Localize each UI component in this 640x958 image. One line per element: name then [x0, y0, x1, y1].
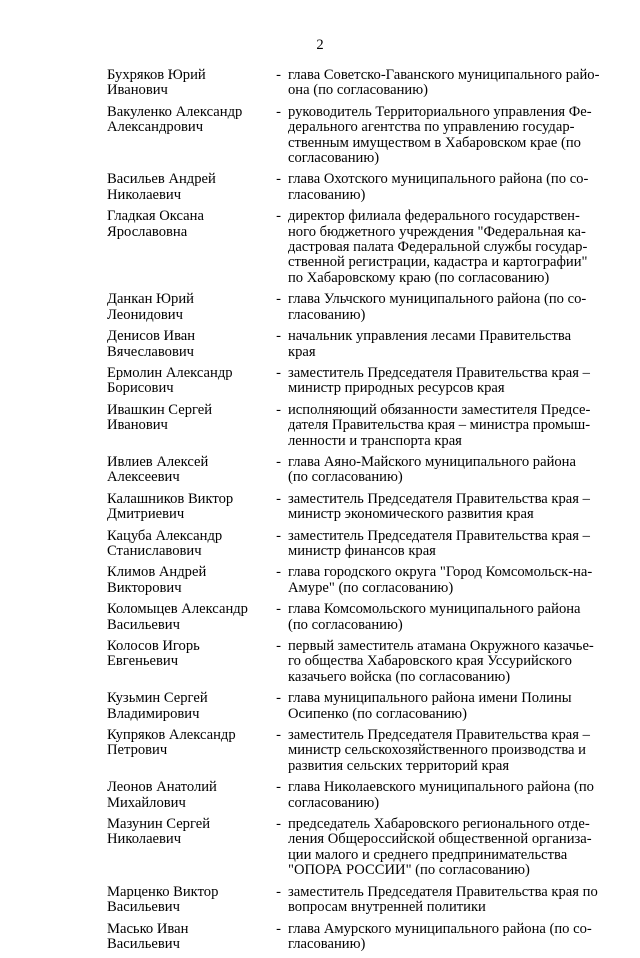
member-dash: -	[276, 103, 281, 120]
member-role: заместитель Председателя Правительства края – министр сельскохозяйственного производства и развития сельских территорий края	[288, 727, 590, 774]
member-name: Данкан Юрий Леонидович	[107, 291, 194, 323]
member-role: председатель Хабаровского регионального отде- ления Общероссийской общественной организа- ции малого и среднего предпринимательства "ОПОРА РОССИИ" (по согласованию)	[288, 816, 592, 879]
member-row	[107, 529, 615, 560]
member-dash: -	[276, 564, 281, 581]
member-row	[107, 366, 615, 397]
member-role: заместитель Председателя Правительства края по вопросам внутренней политики	[288, 883, 598, 916]
member-role: исполняющий обязанности заместителя Предсе- дателя Правительства края – министра промыш- ленности и транспорта края	[288, 401, 591, 449]
member-dash: -	[276, 601, 281, 618]
member-name: Ивашкин Сергей Иванович	[107, 401, 213, 434]
member-role: руководитель Территориального управления Фе- дерального агентства по управлению государ- ственным имуществом в Хабаровском крае (по согласованию)	[288, 103, 592, 167]
member-row	[107, 492, 615, 523]
member-name: Кузьмин Сергей Владимирович	[107, 690, 208, 722]
member-row	[107, 455, 615, 486]
member-name: Ермолин Александр Борисович	[107, 364, 233, 397]
member-name: Денисов Иван Вячеславович	[107, 328, 196, 360]
member-dash: -	[276, 527, 281, 544]
member-dash: -	[276, 67, 281, 83]
member-row	[107, 728, 615, 774]
member-dash: -	[276, 364, 281, 381]
member-name: Марценко Виктор Васильевич	[107, 883, 219, 916]
member-row	[107, 565, 615, 596]
member-role: глава Охотского муниципального района (по со- гласованию)	[288, 171, 589, 203]
member-name: Колосов Игорь Евгеньевич	[107, 638, 200, 670]
member-name: Леонов Анатолий Михайлович	[107, 779, 217, 811]
member-row	[107, 105, 615, 167]
member-row	[107, 403, 615, 449]
member-role: глава Николаевского муниципального района (по согласованию)	[288, 779, 594, 811]
member-name: Вакуленко Александр Александрович	[107, 103, 243, 136]
member-name: Гладкая Оксана Ярославовна	[107, 208, 204, 240]
member-role: начальник управления лесами Правительства края	[288, 328, 572, 360]
member-row	[107, 68, 615, 99]
member-role: глава Советско-Гаванского муниципального райо- она (по согласованию)	[288, 67, 600, 99]
member-role: заместитель Председателя Правительства края – министр финансов края	[288, 527, 590, 559]
member-dash: -	[276, 779, 281, 796]
member-name: Купряков Александр Петрович	[107, 727, 236, 759]
member-row	[107, 292, 615, 323]
member-name: Васильев Андрей Николаевич	[107, 171, 216, 203]
member-role: глава Амурского муниципального района (по со- гласованию)	[288, 920, 592, 952]
member-name: Климов Андрей Викторович	[107, 564, 207, 596]
member-row	[107, 922, 615, 953]
member-dash: -	[276, 328, 281, 345]
member-row	[107, 780, 615, 811]
member-dash: -	[276, 727, 281, 744]
member-dash: -	[276, 291, 281, 308]
member-row	[107, 817, 615, 879]
member-role: заместитель Председателя Правительства края – министр экономического развития края	[288, 490, 590, 523]
member-dash: -	[276, 883, 281, 900]
member-row	[107, 209, 615, 286]
member-dash: -	[276, 171, 281, 188]
member-role: глава муниципального района имени Полины Осипенко (по согласованию)	[288, 690, 572, 722]
member-row	[107, 885, 615, 916]
member-dash: -	[276, 208, 281, 225]
members-list	[107, 68, 615, 958]
member-name: Бухряков Юрий Иванович	[107, 67, 206, 99]
member-role: глава Аяно-Майского муниципального района (по согласованию)	[288, 453, 576, 486]
member-name: Ивлиев Алексей Алексеевич	[107, 453, 209, 486]
member-name: Масько Иван Васильевич	[107, 920, 189, 952]
member-dash: -	[276, 690, 281, 707]
member-role: первый заместитель атамана Окружного казачье- го общества Хабаровского края Уссурийского казачьего войска (по согласованию)	[288, 638, 594, 685]
member-row	[107, 691, 615, 722]
member-dash: -	[276, 401, 281, 418]
member-role: заместитель Председателя Правительства края – министр природных ресурсов края	[288, 364, 590, 397]
member-role: глава городского округа "Город Комсомольск-на- Амуре" (по согласованию)	[288, 564, 593, 596]
member-row	[107, 172, 615, 203]
member-dash: -	[276, 490, 281, 507]
member-role: глава Ульчского муниципального района (по со- гласованию)	[288, 291, 587, 323]
member-name: Кацуба Александр Станиславович	[107, 527, 223, 559]
member-row	[107, 602, 615, 633]
member-row	[107, 329, 615, 360]
member-dash: -	[276, 816, 281, 833]
member-role: глава Комсомольского муниципального района (по согласованию)	[288, 601, 581, 633]
member-name: Мазунин Сергей Николаевич	[107, 816, 211, 848]
member-name: Калашников Виктор Дмитриевич	[107, 490, 234, 523]
member-dash: -	[276, 638, 281, 654]
member-role: директор филиала федерального государствен- ного бюджетного учреждения "Федеральная ка- дастровая палата Федеральной службы государ- ственной регистрации, кадастра и картографии" по Хабаровскому краю (по согласованию)	[288, 208, 588, 286]
member-name: Коломыцев Александр Васильевич	[107, 601, 248, 633]
member-row	[107, 639, 615, 685]
member-dash: -	[276, 453, 281, 470]
page-number: 2	[316, 37, 324, 53]
member-dash: -	[276, 920, 281, 937]
